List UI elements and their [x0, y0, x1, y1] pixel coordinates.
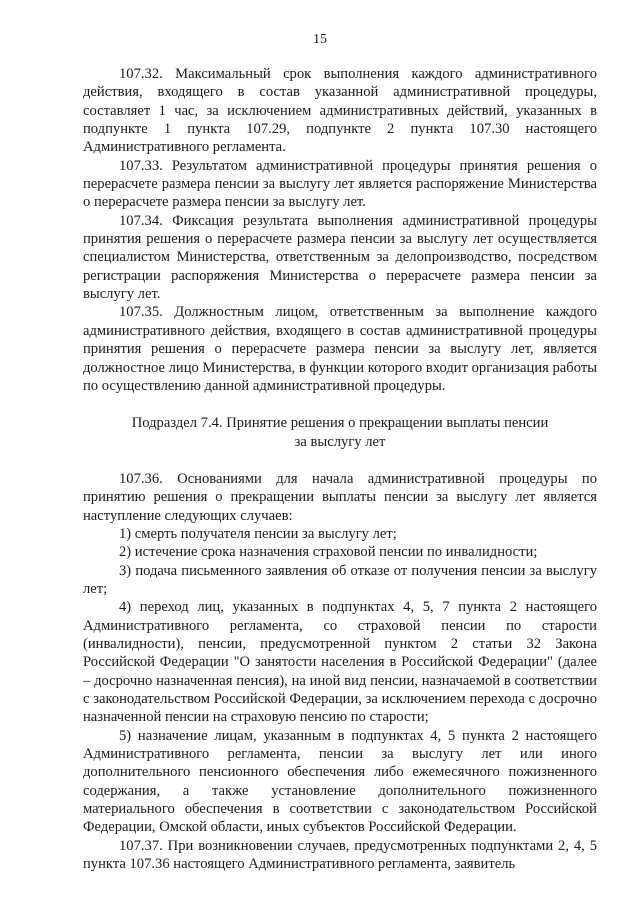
paragraph-107-33: 107.33. Результатом административной процедуры принятия решения о перерасчете размера пенсии за выслугу лет является распоряжение Министерства о перерасчете размера пенсии за выслугу лет.: [83, 157, 597, 211]
list-item-4: 4) переход лиц, указанных в подпунктах 4, 5, 7 пункта 2 настоящего Административного регламента, со страховой пенсии по старости (инвалидности), пенсии, предусмотренной пунктом 2 статьи 32 Закона Российской Федерации "О занятости населения в Российской Федерации" (далее – досрочно назначенная пенсия), на иной вид пенсии, назначаемой в соответствии с законодательством Российской Федерации, за исключением перехода с досрочно назначенной пенсии на страховую пенсию по старости;: [83, 599, 597, 726]
paragraph-107-36: 107.36. Основаниями для начала административной процедуры по принятию решения о прекращении выплаты пенсии за выслугу лет является наступление следующих случаев:: [83, 470, 597, 524]
page-number: 15: [313, 32, 327, 47]
paragraph-107-34: 107.34. Фиксация результата выполнения административной процедуры принятия решения о перерасчете размера пенсии за выслугу лет осуществляется специалистом Министерства, ответственным за делопроизводство, посредством регистрации распоряжения Министерства о перерасчете размера пенсии за выслугу лет.: [83, 212, 597, 303]
section-heading-line-1: Подраздел 7.4. Принятие решения о прекращении выплаты пенсии: [131, 415, 549, 432]
document-body: [83, 65, 597, 873]
spacer: [83, 395, 597, 414]
list-item-5: 5) назначение лицам, указанным в подпунктах 4, 5 пункта 2 настоящего Административного регламента, пенсии за выслугу лет или иного дополнительного пенсионного обеспечения либо ежемесячного пожизненного содержания, а также установление дополнительного пожизненного материального обеспечения в соответствии с законодательством Российской Федерации, Омской области, иных субъектов Российской Федерации.: [83, 727, 597, 836]
spacer: [83, 451, 597, 470]
list-item-3: 3) подача письменного заявления об отказе от получения пенсии за выслугу лет;: [83, 562, 597, 597]
paragraph-107-32: 107.32. Максимальный срок выполнения каждого административного действия, входящего в состав указанной административной процедуры, составляет 1 час, за исключением административных действий, указанных в подпункте 1 пункта 107.29, подпункте 2 пункта 107.30 настоящего Административного регламента.: [83, 66, 597, 156]
list-item-2: 2) истечение срока назначения страховой пенсии по инвалидности;: [119, 544, 538, 561]
paragraph-107-37: 107.37. При возникновении случаев, предусмотренных подпунктами 2, 4, 5 пункта 107.36 настоящего Административного регламента, заявитель: [83, 837, 597, 873]
paragraph-107-35: 107.35. Должностным лицом, ответственным за выполнение каждого административного действия, входящего в состав административной процедуры принятия решения о перерасчете размера пенсии за выслугу лет, является должностное лицо Министерства, в функции которого входит организация работы по осуществлению данной административной процедуры.: [83, 304, 598, 394]
list-item-1: 1) смерть получателя пенсии за выслугу лет;: [119, 525, 397, 542]
section-heading-line-2: за выслугу лет: [294, 433, 386, 450]
